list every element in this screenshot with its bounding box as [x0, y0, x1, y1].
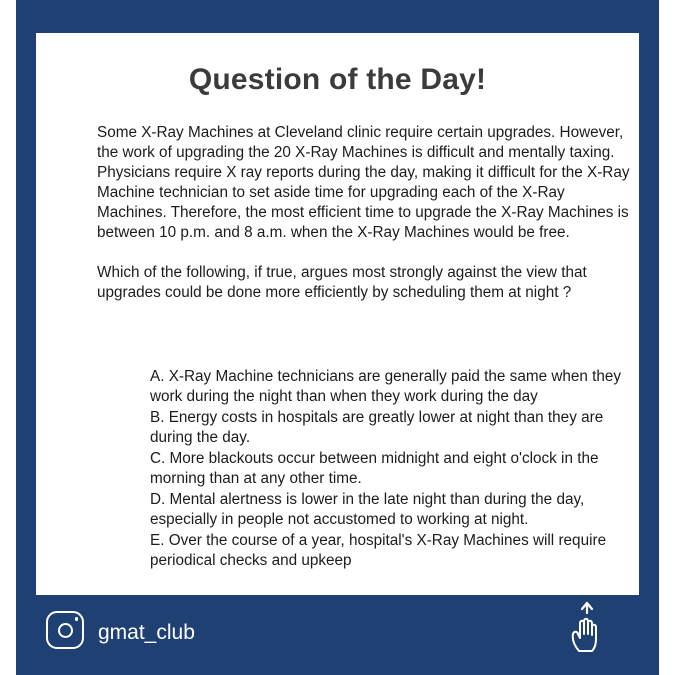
question-paragraph-2: Which of the following, if true, argues most strongly against the view that upgrades could be done more efficiently by scheduling them at night ?: [97, 264, 587, 302]
question-card: [36, 33, 639, 595]
question-paragraph-1: Some X-Ray Machines at Cleveland clinic require certain upgrades. However, the work of upgrading the 20 X-Ray Machines is difficult and mentally taxing. Physicians require X ray reports during the day, making it difficult for the X-Ray Machine technician to set aside time for upgrading each of the X-Ray Machines. Therefore, the most efficient time to upgrade the X-Ray Machines is between 10 p.m. and 8 a.m. when the X-Ray Machines would be free.: [97, 124, 630, 242]
question-body: [97, 123, 637, 303]
answer-choice-e[interactable]: E. Over the course of a year, hospital's X-Ray Machines will require periodical checks and upkeep: [150, 532, 607, 570]
answer-choice-c[interactable]: C. More blackouts occur between midnight and eight o'clock in the morning than at any other time.: [150, 450, 599, 488]
answer-choice-d[interactable]: D. Mental alertness is lower in the late night than during the day, especially in people not accustomed to working at night.: [150, 491, 585, 529]
post-footer: [16, 595, 659, 675]
instagram-icon[interactable]: [46, 611, 84, 649]
page-title: Question of the Day!: [188, 63, 487, 96]
account-handle[interactable]: gmat_club: [98, 621, 195, 644]
post-frame: [16, 0, 659, 675]
answer-choices: [150, 367, 640, 572]
answer-choice-b[interactable]: B. Energy costs in hospitals are greatly lower at night than they are during the day.: [150, 409, 604, 447]
swipe-up-hand-icon: [565, 601, 625, 653]
answer-choice-a[interactable]: A. X-Ray Machine technicians are generally paid the same when they work during the night than when they work during the day: [150, 368, 622, 406]
